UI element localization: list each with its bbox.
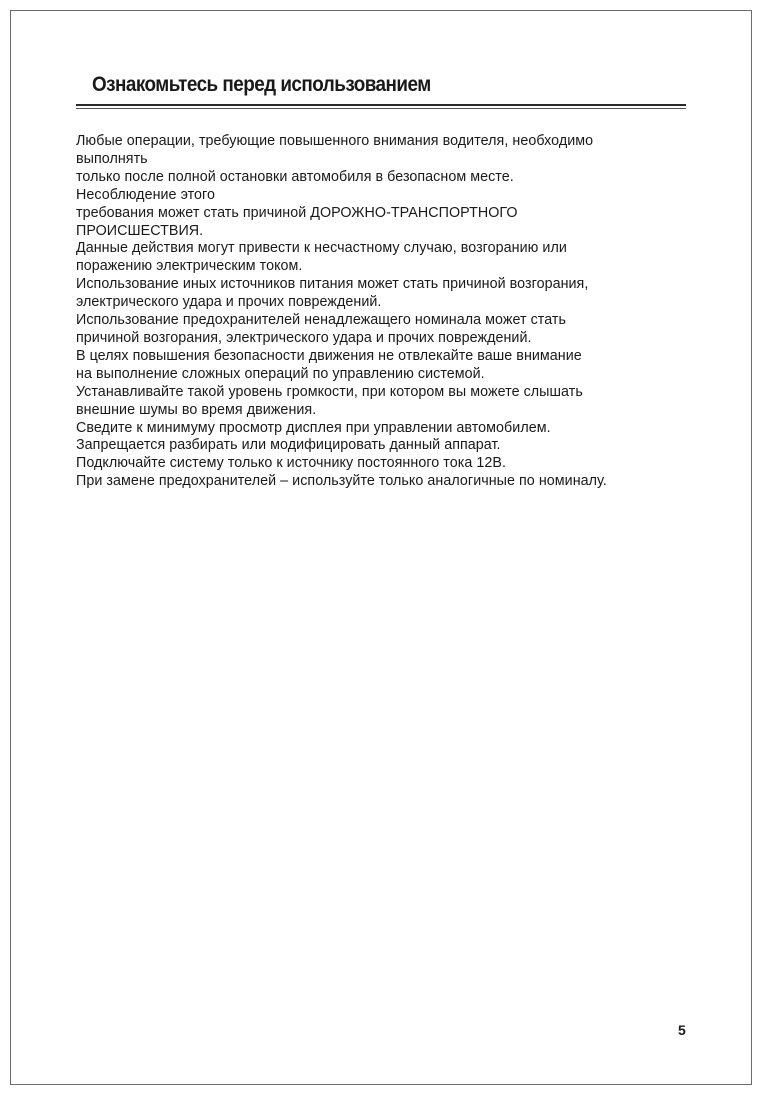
safety-instructions [76, 133, 696, 491]
text-line: В целях повышения безопасности движения не отвлекайте ваше внимание [76, 347, 582, 364]
title-underline-thin [76, 108, 686, 109]
text-line: Сведите к минимуму просмотр дисплея при управлении автомобилем. [76, 419, 551, 436]
page-title: Ознакомьтесь перед использованием [92, 73, 431, 96]
text-line: Несоблюдение этого [76, 186, 216, 203]
text-line: на выполнение сложных операций по управлению системой. [76, 365, 485, 382]
text-line: причиной возгорания, электрического удара и прочих повреждений. [76, 329, 532, 346]
text-line: Любые операции, требующие повышенного внимания водителя, необходимо [76, 133, 594, 149]
title-underline-thick [76, 104, 686, 106]
text-line: ПРОИСШЕСТВИЯ. [76, 222, 204, 239]
text-line: электрического удара и прочих повреждений. [76, 294, 382, 311]
text-line: требования может стать причиной ДОРОЖНО-ТРАНСПОРТНОГО [76, 204, 518, 221]
text-line: При замене предохранителей – используйте только аналогичные по номиналу. [76, 473, 607, 490]
text-line: внешние шумы во время движения. [76, 401, 317, 418]
page-number: 5 [678, 1022, 686, 1038]
text-line: только после полной остановки автомобиля в безопасном месте. [76, 168, 514, 185]
text-line: Устанавливайте такой уровень громкости, при котором вы можете слышать [76, 383, 583, 400]
text-line: Использование предохранителей ненадлежащего номинала может стать [76, 312, 567, 329]
text-line: Подключайте систему только к источнику постоянного тока 12В. [76, 455, 506, 472]
text-line: Запрещается разбирать или модифицировать данный аппарат. [76, 437, 501, 454]
text-line: Данные действия могут привести к несчастному случаю, возгоранию или [76, 240, 567, 257]
text-line: выполнять [76, 150, 148, 167]
text-line: поражению электрическим током. [76, 258, 303, 275]
text-line: Использование иных источников питания может стать причиной возгорания, [76, 276, 589, 293]
